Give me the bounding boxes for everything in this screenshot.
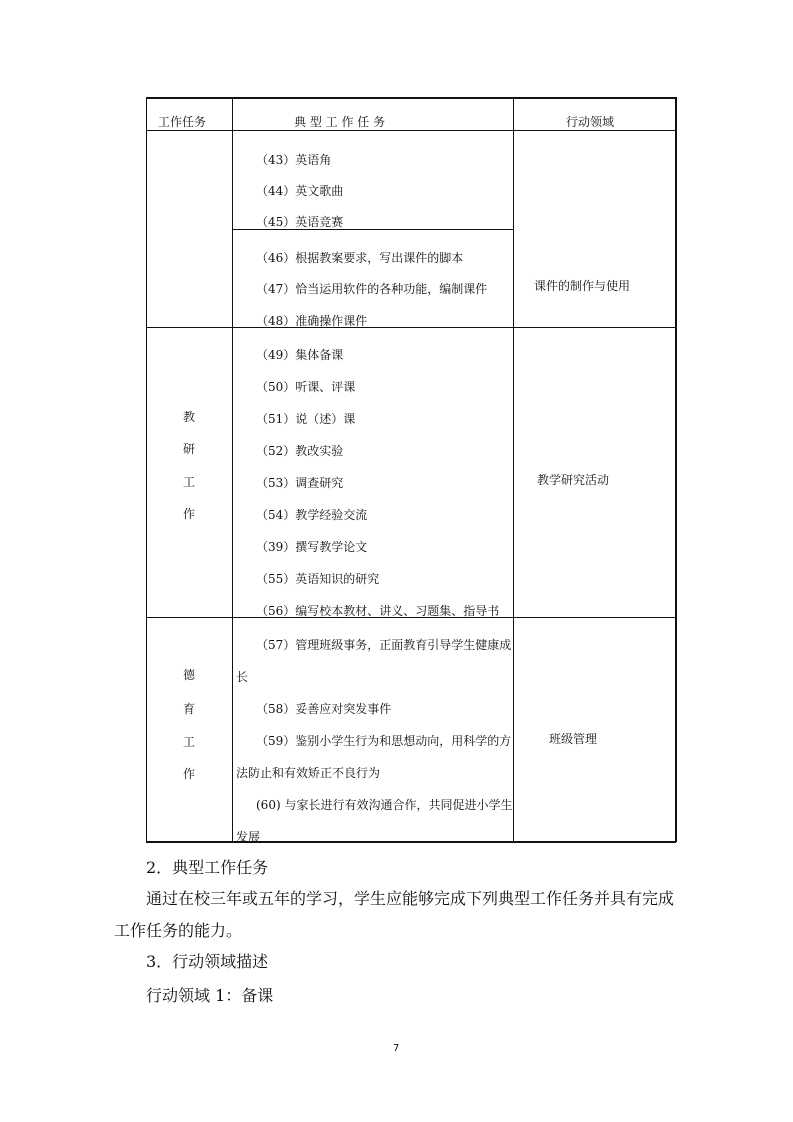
action-field-class-management: 班级管理 — [549, 732, 598, 746]
list-item: （59）鉴别小学生行为和思想动向，用科学的方 — [256, 734, 512, 748]
row-divider-2 — [146, 327, 676, 328]
list-item: （49）集体备课 — [256, 348, 344, 362]
task-char: 工 — [182, 475, 195, 489]
task-char: 德 — [182, 668, 195, 682]
table-bottom-border — [146, 841, 676, 843]
task-char: 研 — [182, 442, 195, 456]
action-field-courseware: 课件的制作与使用 — [534, 279, 631, 293]
list-item: （48）准确操作课件 — [256, 314, 368, 328]
table-top-border — [146, 97, 676, 99]
table-left-border — [146, 97, 147, 842]
task-char: 工 — [182, 735, 195, 749]
work-task-table — [146, 97, 676, 842]
body-paragraph-line2: 工作任务的能力。 — [114, 921, 243, 940]
list-item: （45）英语竞赛 — [256, 215, 344, 229]
list-item: （54）教学经验交流 — [256, 508, 368, 522]
task-char: 教 — [182, 410, 195, 424]
header-work-task: 工作任务 — [158, 115, 207, 129]
page-number: 7 — [393, 1043, 400, 1054]
action-field-research: 教学研究活动 — [537, 473, 610, 487]
list-item: （53）调查研究 — [256, 476, 344, 490]
list-item: （56）编写校本教材、讲义、习题集、指导书 — [256, 604, 500, 618]
list-item: (60) 与家长进行有效沟通合作，共同促进小学生 — [256, 798, 513, 812]
list-item: （43）英语角 — [256, 153, 332, 167]
header-action-field: 行动领域 — [566, 115, 615, 129]
list-item: （47）恰当运用软件的各种功能，编制课件 — [256, 282, 488, 296]
list-item: （50）听课、评课 — [256, 380, 356, 394]
list-item: 法防止和有效矫正不良行为 — [236, 766, 381, 780]
list-item: 发展 — [236, 830, 261, 844]
task-char: 育 — [182, 702, 195, 716]
list-item: （57）管理班级事务，正面教育引导学生健康成 — [256, 638, 512, 652]
task-char: 作 — [182, 767, 195, 781]
list-item: （44）英文歌曲 — [256, 184, 344, 198]
table-header-border — [146, 130, 676, 131]
section-heading-action-fields: 3．行动领域描述 — [146, 952, 269, 971]
column-divider-1 — [232, 97, 233, 842]
table-right-border — [675, 97, 677, 842]
list-item: 长 — [236, 670, 249, 684]
list-item: （55）英语知识的研究 — [256, 572, 380, 586]
body-paragraph-line1: 通过在校三年或五年的学习，学生应能够完成下列典型工作任务并具有完成 — [146, 889, 675, 908]
header-typical-task: 典 型 工 作 任 务 — [294, 115, 386, 129]
list-item: （39）撰写教学论文 — [256, 540, 368, 554]
list-item: （46）根据教案要求，写出课件的脚本 — [256, 251, 464, 265]
list-item: （51）说（述）课 — [256, 412, 356, 426]
subsection-heading-lesson-prep: 行动领域 1：备课 — [146, 986, 274, 1005]
task-char: 作 — [182, 507, 195, 521]
section-heading-typical-tasks: 2．典型工作任务 — [146, 858, 269, 877]
list-item: （52）教改实验 — [256, 444, 344, 458]
list-item: （58）妥善应对突发事件 — [256, 702, 392, 716]
column-divider-2 — [513, 97, 514, 842]
